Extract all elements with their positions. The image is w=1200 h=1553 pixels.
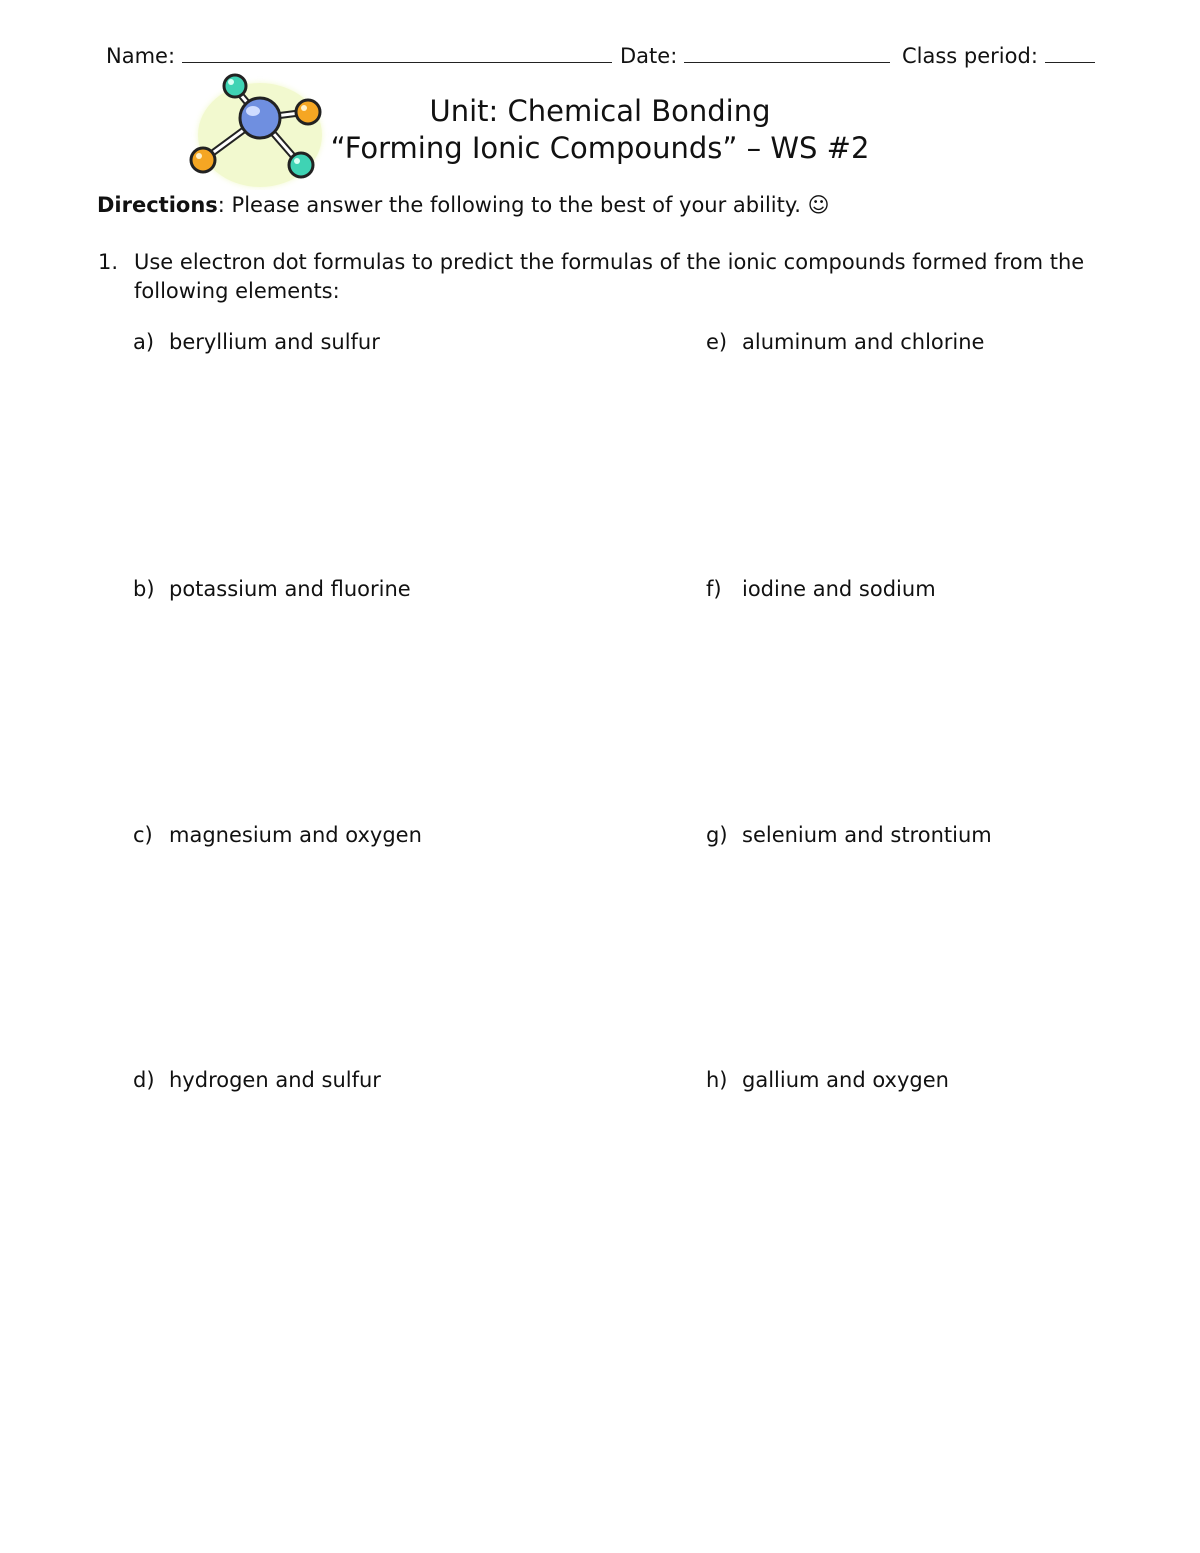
directions	[97, 193, 830, 217]
item-label: g)	[706, 823, 728, 847]
item-label: b)	[133, 577, 155, 601]
item-text: aluminum and chlorine	[742, 330, 985, 354]
item-text: iodine and sodium	[742, 577, 936, 601]
date-label: Date:	[620, 44, 678, 68]
item-label: h)	[706, 1068, 728, 1092]
header-class-period	[902, 44, 1095, 68]
name-blank[interactable]	[182, 62, 612, 63]
item-text: selenium and strontium	[742, 823, 992, 847]
date-blank[interactable]	[684, 62, 890, 63]
list-item	[706, 577, 936, 601]
list-item	[133, 1068, 381, 1092]
page-subtitle: “Forming Ionic Compounds” – WS #2	[330, 131, 870, 165]
list-item	[133, 823, 422, 847]
question-text: Use electron dot formulas to predict the formulas of the ionic compounds formed from the following elements:	[134, 250, 1085, 303]
list-item	[706, 823, 992, 847]
item-label: d)	[133, 1068, 155, 1092]
list-item	[706, 1068, 949, 1092]
item-text: hydrogen and sulfur	[169, 1068, 381, 1092]
item-label: e)	[706, 330, 728, 354]
list-item	[706, 330, 984, 354]
header-date	[620, 44, 890, 68]
item-text: gallium and oxygen	[742, 1068, 949, 1092]
directions-label: Directions	[97, 193, 218, 217]
name-label: Name:	[106, 44, 176, 68]
item-text: beryllium and sulfur	[169, 330, 380, 354]
item-label: a)	[133, 330, 155, 354]
page-title: Unit: Chemical Bonding	[429, 94, 771, 128]
header-name	[106, 44, 612, 68]
list-item	[133, 330, 380, 354]
item-label: c)	[133, 823, 153, 847]
item-label: f)	[706, 577, 722, 601]
class-period-blank[interactable]	[1045, 62, 1095, 63]
item-text: magnesium and oxygen	[169, 823, 422, 847]
directions-text: : Please answer the following to the best of your ability. ☺	[217, 193, 830, 217]
item-text: potassium and fluorine	[169, 577, 411, 601]
question-number: 1.	[98, 250, 119, 274]
molecule-icon	[185, 70, 330, 190]
class-period-label: Class period:	[902, 44, 1038, 68]
list-item	[133, 577, 411, 601]
